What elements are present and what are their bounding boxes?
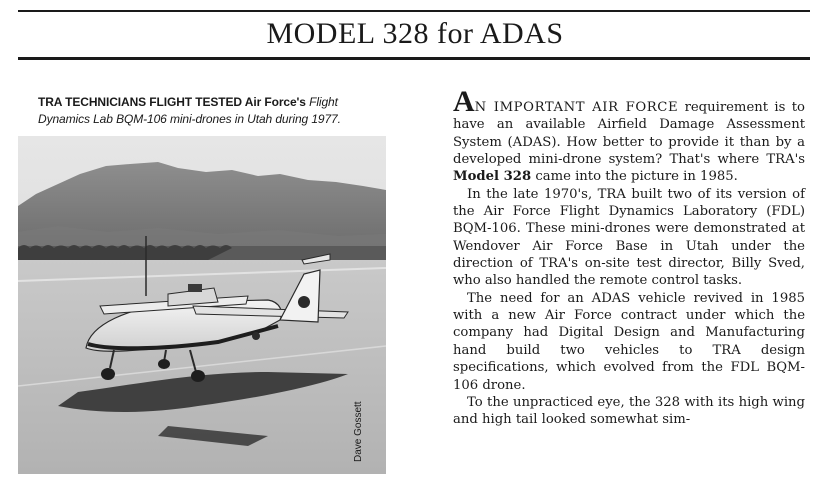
caption-lead: TRA TECHNICIANS FLIGHT TESTED Air Force's xyxy=(38,95,306,109)
paragraph-1-text-a: requirement is to have an available Airfield Damage Assessment System (ADAS). How better to provide it than by a developed mini-drone system? That's where TRA's xyxy=(453,100,805,168)
paragraph-3: The need for an ADAS vehicle revived in 1985 with a new Air Force contract under which the company had Digital Design and Manufacturing hand build two vehicles to TRA design specifications, which evolved from the FDL BQM-106 drone. xyxy=(453,290,805,393)
photo-caption xyxy=(38,94,388,127)
model-name: Model 328 xyxy=(453,169,532,185)
lead-caps: N IMPORTANT AIR FORCE xyxy=(474,100,679,115)
paragraph-4: To the unpracticed eye, the 328 with its high wing and high tail looked somewhat sim- xyxy=(453,394,805,428)
page-title: MODEL 328 for ADAS xyxy=(266,17,564,50)
top-rule xyxy=(18,10,810,12)
drone-photo xyxy=(18,136,386,474)
caption-rest: Flight Dynamics Lab BQM-106 mini-drones in Utah during 1977. xyxy=(38,95,341,126)
paragraph-1-text-b: came into the picture in 1985. xyxy=(531,169,738,185)
article-body xyxy=(453,85,805,429)
title-rule xyxy=(18,57,810,60)
paragraph-2: In the late 1970's, TRA built two of its version of the Air Force Flight Dynamics Laboratory (FDL) BQM-106. These mini-drones were demonstrated at Wendover Air Force Base in Utah under the direction of TRA's on-site test director, Billy Sved, who also handled the remote control tasks. xyxy=(453,186,805,289)
photo-credit: Dave Gossett xyxy=(353,401,364,462)
drop-cap: A xyxy=(453,85,475,118)
paragraph-1 xyxy=(453,85,805,186)
